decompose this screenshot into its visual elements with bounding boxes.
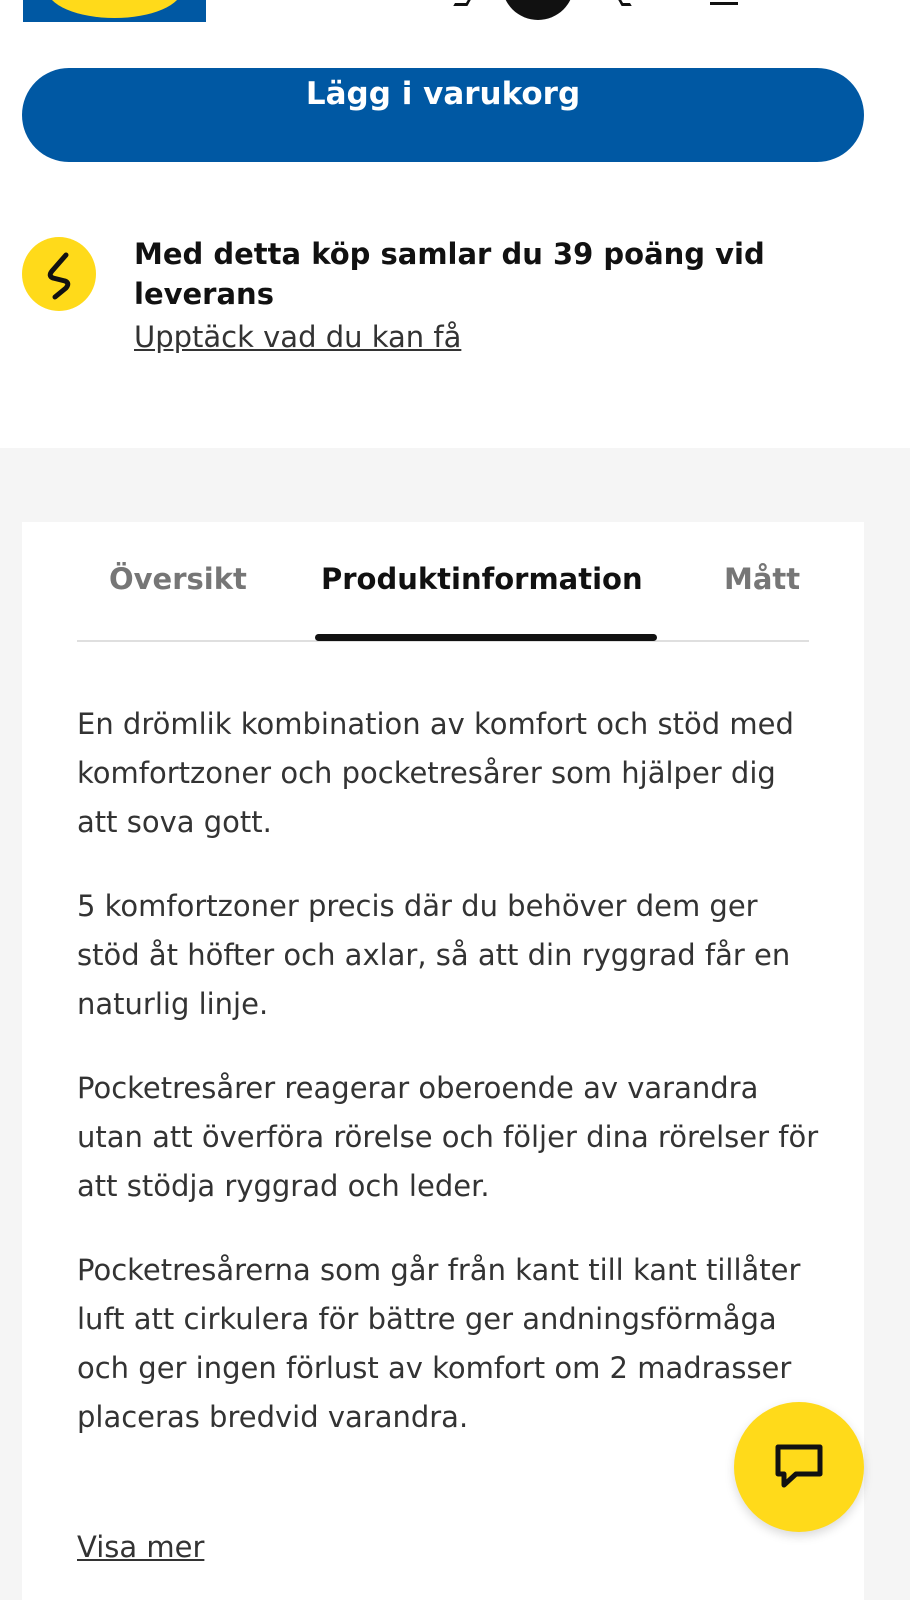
product-tabs xyxy=(77,522,809,642)
brand-logo[interactable] xyxy=(23,0,206,22)
points-info-link[interactable]: Upptäck vad du kan få xyxy=(134,320,462,354)
show-more-link[interactable]: Visa mer xyxy=(77,1530,205,1564)
profile-icon[interactable] xyxy=(502,0,574,20)
product-details-card xyxy=(22,522,864,1600)
favourites-icon[interactable] xyxy=(453,0,470,6)
description-paragraph: En drömlik kombination av komfort och stöd med komfortzoner och pocketresårer som hjälper dig att sova gott. xyxy=(77,707,794,839)
loyalty-points-icon xyxy=(22,237,96,311)
tab-overview[interactable]: Översikt xyxy=(109,562,247,596)
description-paragraph: Pocketresårer reagerar oberoende av varandra utan att överföra rörelse och följer dina rörelser för att stödja ryggrad och leder. xyxy=(77,1071,819,1203)
menu-icon[interactable] xyxy=(710,2,738,5)
shopping-bag-icon[interactable] xyxy=(618,0,631,6)
product-information-text xyxy=(77,700,822,1477)
description-paragraph: Pocketresårerna som går från kant till kant tillåter luft att cirkulera för bättre ger andningsförmåga och ger ingen förlust av komfort om 2 madrasser placeras bredvid varandra. xyxy=(77,1253,801,1434)
chat-bubble-icon xyxy=(772,1442,826,1492)
active-tab-indicator xyxy=(315,634,657,641)
description-paragraph: 5 komfortzoner precis där du behöver dem ger stöd åt höfter och axlar, så att din ryggrad får en naturlig linje. xyxy=(77,889,791,1021)
add-to-cart-button[interactable]: Lägg i varukorg xyxy=(22,68,864,162)
product-purchase-section xyxy=(0,0,910,448)
points-message: Med detta köp samlar du 39 poäng vid leverans xyxy=(134,237,765,311)
chat-button[interactable] xyxy=(734,1402,864,1532)
tab-dimensions[interactable]: Mått xyxy=(724,562,801,596)
tab-product-information[interactable]: Produktinformation xyxy=(321,562,643,596)
